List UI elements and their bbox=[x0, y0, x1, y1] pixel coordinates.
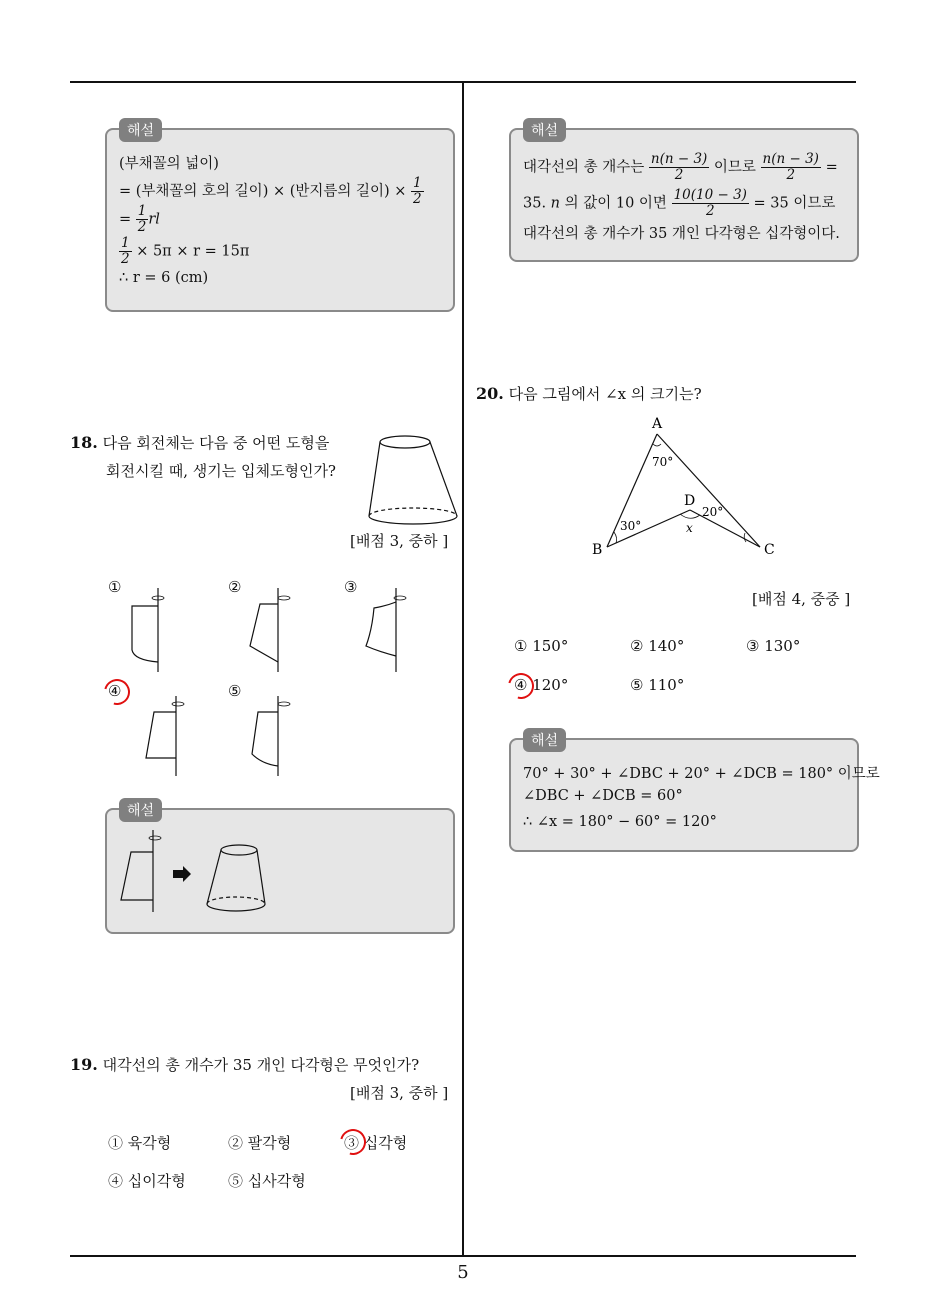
half-fraction: $\frac{1}{2}$ bbox=[137, 203, 147, 235]
solution-tag: 해설 bbox=[119, 118, 162, 142]
q18-option-1[interactable]: ① bbox=[108, 578, 122, 596]
q18-option-2-figure bbox=[248, 588, 298, 672]
diagonal-formula: $\frac{n(n - 3)}{2}$ bbox=[762, 151, 819, 183]
answer-mark-20 bbox=[503, 668, 539, 704]
solution-box-17 bbox=[105, 123, 455, 312]
sol19-line2: 35. n 의 값이 10 이면 $\frac{10(10 - 3)}{2}$ = 35 이므로 bbox=[523, 187, 836, 219]
vertex-label-b: B bbox=[592, 542, 603, 558]
column-divider bbox=[462, 83, 464, 1256]
angle-label-70: 70° bbox=[652, 455, 674, 469]
answer-mark-19 bbox=[335, 1124, 371, 1160]
angle-label-30: 30° bbox=[620, 519, 642, 533]
q18-option-5-figure bbox=[248, 696, 298, 776]
q18-option-4-figure bbox=[142, 696, 192, 776]
vertex-label-c: C bbox=[764, 542, 775, 558]
q18-option-2[interactable]: ② bbox=[228, 578, 242, 596]
question-18-text2: 회전시킬 때, 생기는 입체도형인가? bbox=[106, 462, 336, 480]
half-fraction: $\frac{1}{2}$ bbox=[413, 175, 422, 207]
q19-option-2[interactable]: ② 팔각형 bbox=[228, 1134, 292, 1152]
q19-option-5[interactable]: ⑤ 십사각형 bbox=[228, 1172, 306, 1190]
diagonal-count-fraction: $\frac{10(10 - 3)}{2}$ bbox=[673, 187, 747, 219]
q20-option-2[interactable]: ② 140° bbox=[630, 637, 685, 655]
question-20-text: 20. 다음 그림에서 ∠x 의 크기는? bbox=[476, 384, 702, 403]
q19-option-3[interactable]: ③ 십각형 bbox=[344, 1134, 408, 1152]
vertex-label-a: A bbox=[652, 416, 663, 432]
q18-option-1-figure bbox=[128, 588, 178, 672]
half-fraction: $\frac{1}{2}$ bbox=[121, 235, 130, 267]
sol17-line3: = $\frac{1}{2}$ rl bbox=[119, 203, 160, 235]
sol17-line4: $\frac{1}{2}$ × 5π × r = 15π bbox=[121, 235, 250, 267]
question-19-score: [배점 3, 중하 ] bbox=[350, 1084, 449, 1102]
q20-option-5[interactable]: ⑤ 110° bbox=[630, 676, 685, 694]
q19-option-4[interactable]: ④ 십이각형 bbox=[108, 1172, 186, 1190]
truncated-cone-figure bbox=[365, 430, 461, 530]
solution-tag: 해설 bbox=[523, 728, 566, 752]
page-number: 5 bbox=[457, 1262, 469, 1283]
q20-option-4[interactable]: ④ 120° bbox=[514, 676, 569, 694]
q18-option-4[interactable]: ④ bbox=[108, 682, 122, 700]
result-cone-figure bbox=[201, 840, 271, 920]
sol17-line1: (부채꼴의 넓이) bbox=[119, 156, 219, 172]
angle-label-x: x bbox=[686, 521, 693, 535]
sol17-line2: = (부채꼴의 호의 길이) × (반지름의 길이) × $\frac{1}{2}$ bbox=[119, 175, 422, 207]
question-18-score: [배점 3, 중하 ] bbox=[350, 532, 449, 550]
solution-tag: 해설 bbox=[119, 798, 162, 822]
q18-option-3-figure bbox=[364, 588, 414, 672]
question-19-text: 19. 대각선의 총 개수가 35 개인 다각형은 무엇인가? bbox=[70, 1055, 420, 1074]
q19-option-1[interactable]: ① 육각형 bbox=[108, 1134, 172, 1152]
sol17-line5: ∴ r = 6 (cm) bbox=[119, 270, 209, 286]
solution-tag: 해설 bbox=[523, 118, 566, 142]
solution-box-18 bbox=[105, 803, 455, 934]
angle-label-20: 20° bbox=[702, 505, 724, 519]
solution-box-20 bbox=[509, 733, 880, 852]
sol20-line1: 70° + 30° + ∠DBC + 20° + ∠DCB = 180° 이므로 bbox=[523, 766, 880, 782]
sol19-line3: 대각선의 총 개수가 35 개인 다각형은 십각형이다. bbox=[523, 226, 840, 242]
sol19-line1: 대각선의 총 개수는 $\frac{n(n - 3)}{2}$ 이므로 $\frac{n(n - 3)}{2}$ = bbox=[523, 151, 838, 183]
q20-option-1[interactable]: ① 150° bbox=[514, 637, 569, 655]
answer-mark-18 bbox=[99, 674, 135, 710]
q18-option-5[interactable]: ⑤ bbox=[228, 682, 242, 700]
diagonal-formula: $\frac{n(n - 3)}{2}$ bbox=[650, 151, 708, 183]
vertex-label-d: D bbox=[684, 493, 696, 509]
triangle-figure bbox=[580, 412, 790, 562]
solution-box-19 bbox=[509, 123, 859, 262]
sol20-line3: ∴ ∠x = 180° − 60° = 120° bbox=[523, 814, 717, 830]
q18-option-3[interactable]: ③ bbox=[344, 578, 358, 596]
question-18-text1: 18. 다음 회전체는 다음 중 어떤 도형을 bbox=[70, 433, 330, 452]
question-20-score: [배점 4, 중중 ] bbox=[752, 590, 851, 608]
sol20-line2: ∠DBC + ∠DCB = 60° bbox=[523, 788, 683, 804]
q20-option-3[interactable]: ③ 130° bbox=[746, 637, 801, 655]
